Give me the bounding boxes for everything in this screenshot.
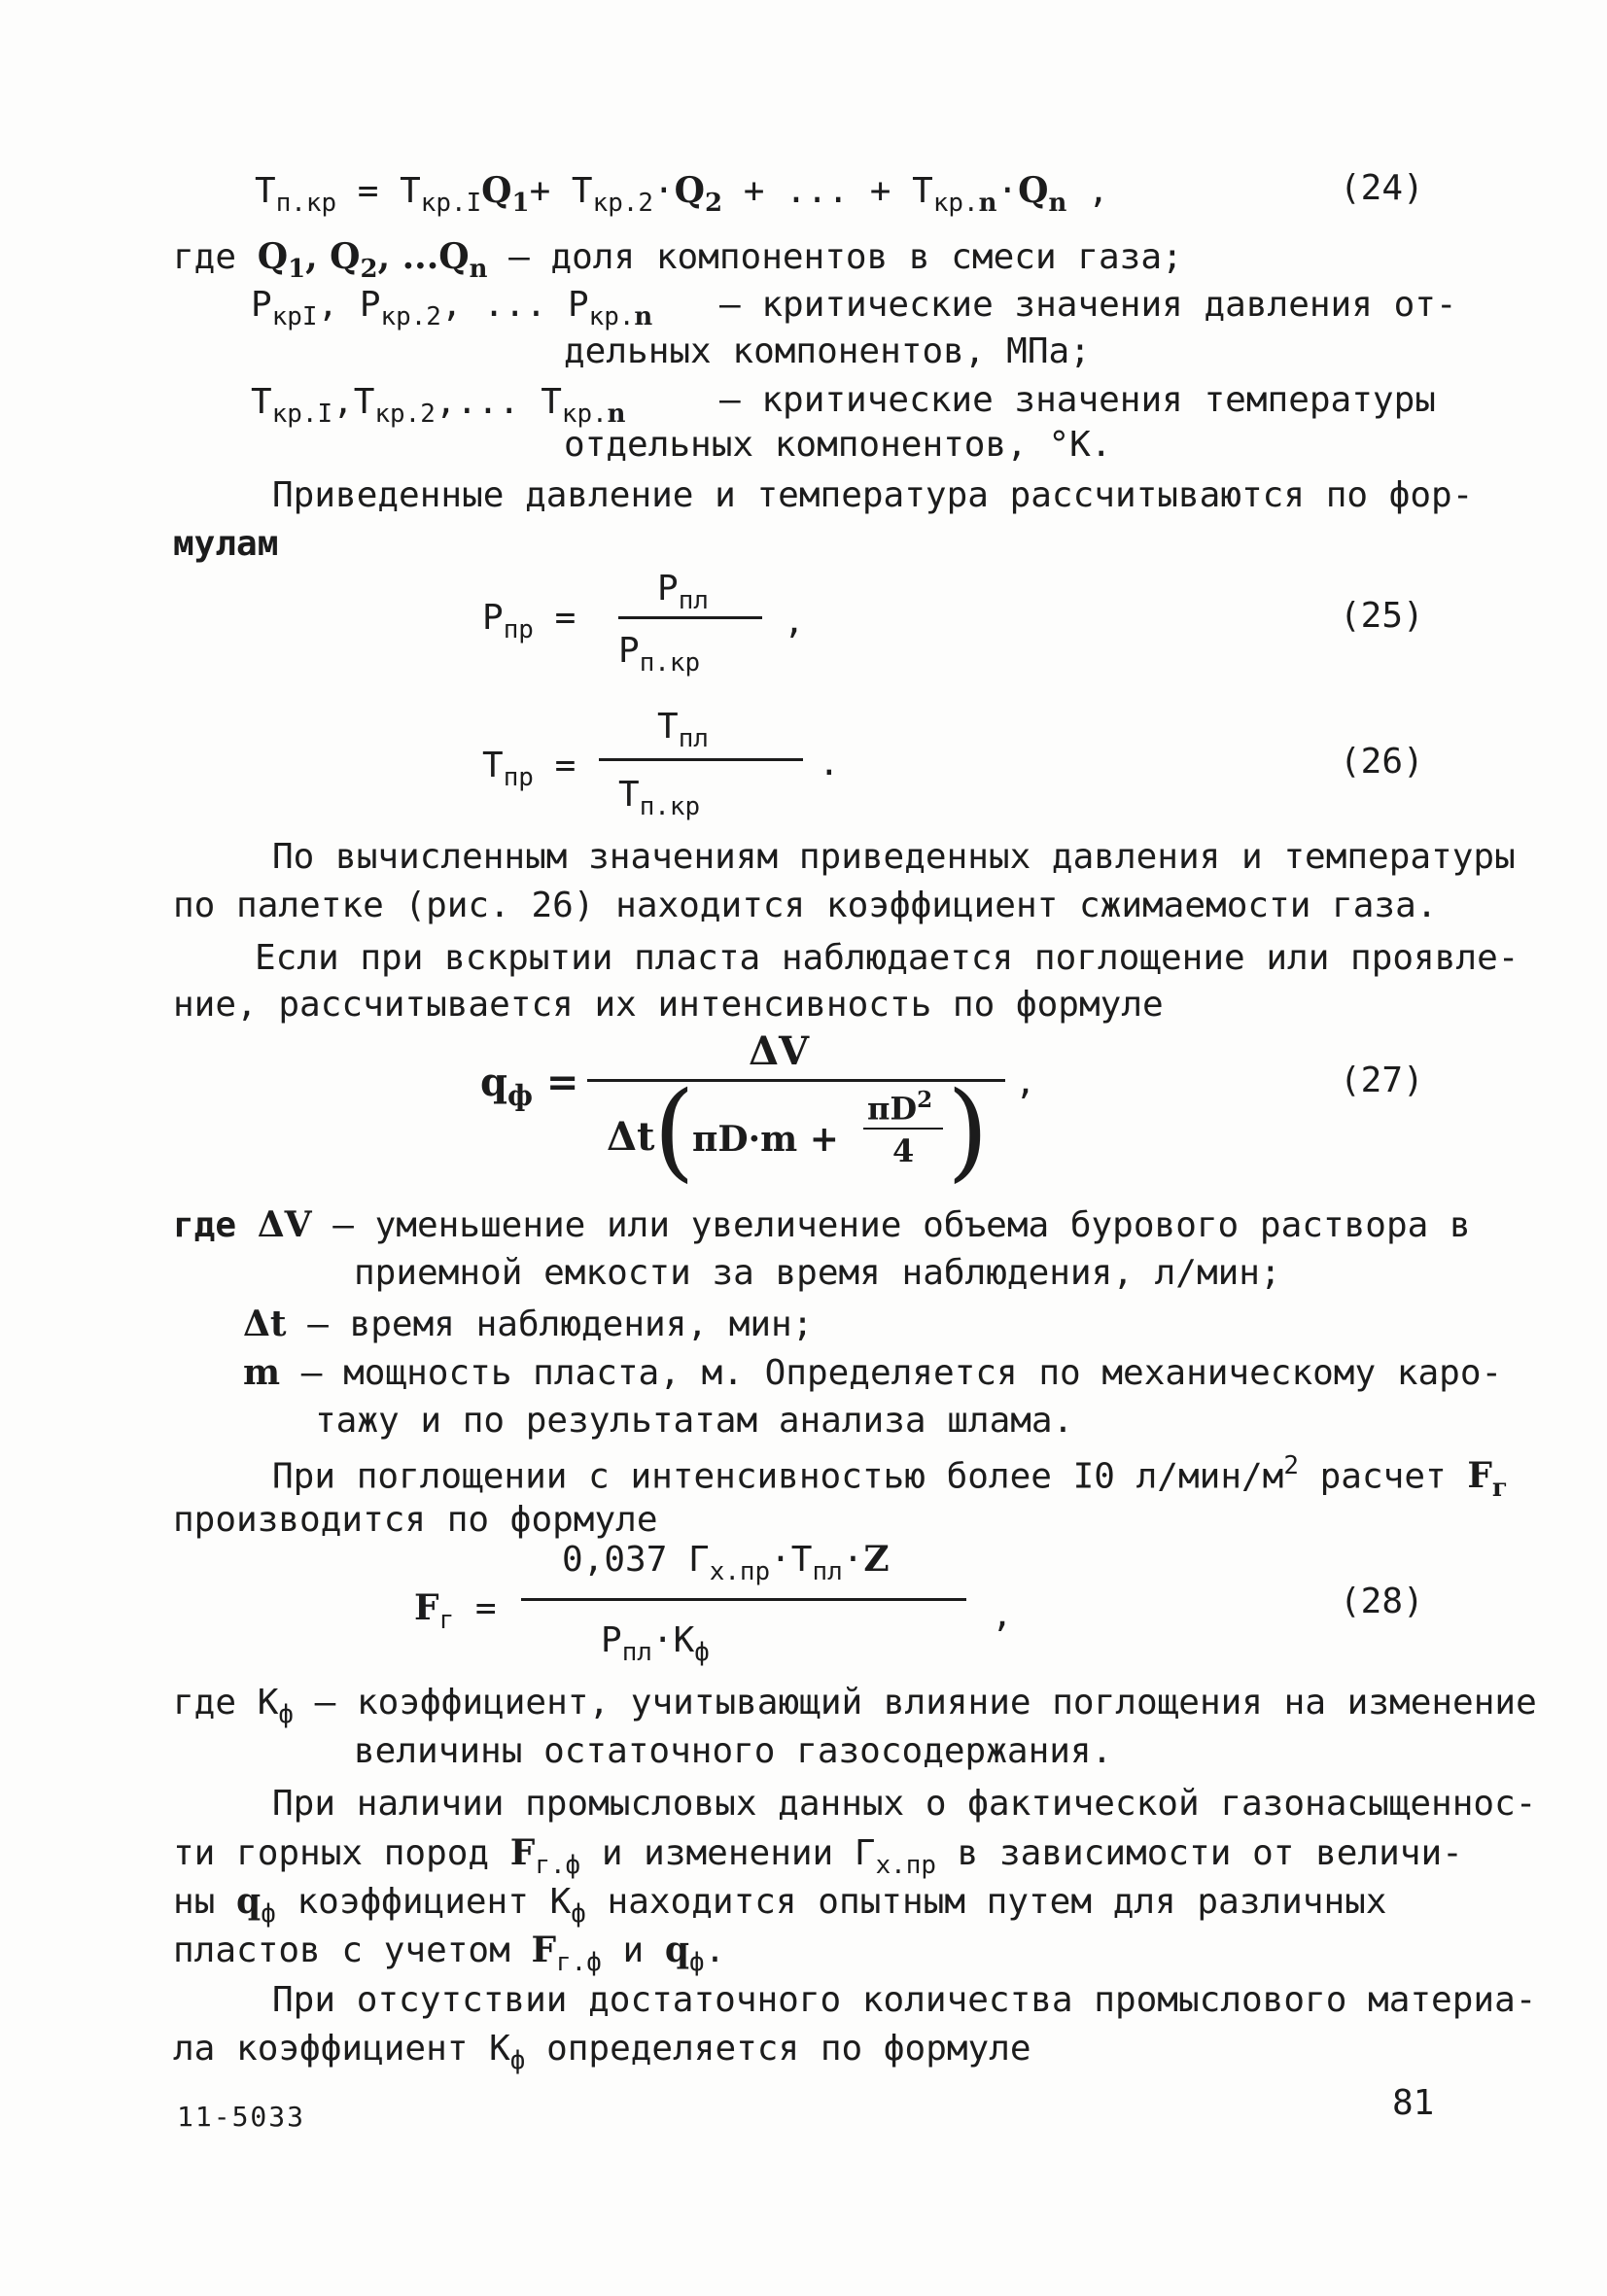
formula-25-numerator: $P_{пл}$: [657, 569, 709, 616]
formula-26-bar: [599, 758, 803, 761]
formula-27-trail: ,: [1015, 1062, 1036, 1102]
where-dt-text: – время наблюдения, мин;: [286, 1305, 814, 1344]
equation-number-25: (25): [1340, 596, 1424, 636]
where-q-line: [173, 236, 1183, 285]
where-kf-text-2: величины остаточного газосодержания.: [354, 1731, 1113, 1771]
q-symbols: $Q_1$, $Q_2$, $...Q_n$: [257, 236, 488, 285]
formula-28-trail: ,: [992, 1595, 1013, 1635]
formula-27-four: 4: [892, 1132, 915, 1169]
where-t-text-1: – критические значения температуры: [719, 380, 1436, 420]
where-p-text-1: – критические значения давления от-: [719, 285, 1457, 325]
para-absence-line-2: ла коэффициент $K_ф$ определяется по формуле: [173, 2029, 1031, 2076]
para-palette-line-2: по палетке (рис. 26) находится коэффициент сжимаемости газа.: [173, 886, 1438, 925]
where-m-text-1: – мощность пласта, м. Определяется по механическому карo-: [280, 1353, 1503, 1393]
where-kf-text-1: – коэффициент, учитывающий влияние поглощения на изменение: [293, 1683, 1537, 1722]
equation-number-24: (24): [1340, 168, 1424, 208]
formula-26-lhs: $T_{пр}$ =: [482, 746, 576, 793]
formula-27-pid2: $\pi D^2$: [867, 1087, 933, 1128]
para-field-line-2: ти горных пород $F_{г.ф}$ и изменении $Г_{х.пр}$ в зависимости от величи-: [173, 1832, 1463, 1881]
para-absence-line-1: При отсутствии достаточного количества промыслового материа-: [272, 1980, 1537, 2020]
dv-symbol: ΔV: [257, 1204, 312, 1245]
where-dt-line: [243, 1306, 813, 1342]
para-field-line-1: При наличии промысловых данных о фактической газонасыщеннос-: [272, 1784, 1537, 1824]
para-absorption-line-2: производится по формуле: [173, 1500, 658, 1540]
formula-26-denominator: $T_{п.кр}$: [618, 775, 701, 822]
formula-27-numerator: ΔV: [749, 1028, 810, 1074]
where-dv-text-2: приемной емкости за время наблюдения, л/мин;: [354, 1253, 1281, 1293]
formula-27-inner-bar: [863, 1128, 943, 1130]
where-dv-lead: где: [173, 1205, 258, 1245]
formula-25-trail: ,: [784, 602, 805, 642]
formula-27-left-paren: (: [653, 1068, 695, 1193]
formula-27-delta-t: Δt: [607, 1114, 655, 1160]
where-kf-line-1: где $K_ф$ – коэффициент, учитывающий влияние поглощения на изменение: [173, 1683, 1537, 1730]
where-dv-line-1: [173, 1204, 1471, 1245]
formula-25-bar: [618, 616, 762, 619]
formula-24: $T_{п.кр} = T_{кр.I}Q_1+ T_{кр.2}\cdot Q_2$ + ... + $T_{кр.n}\cdot Q_n$ ,: [255, 170, 1109, 219]
where-t-text-2: отдельных компонентов, °К.: [564, 425, 1112, 465]
formula-28-lhs: $F_г$ =: [414, 1587, 497, 1636]
equation-number-26: (26): [1340, 742, 1424, 782]
where-p-text-2: дельных компонентов, МПа;: [564, 331, 1091, 371]
formula-27-bar: [587, 1079, 1005, 1082]
formula-25-lhs: $P_{пр}$ =: [482, 598, 576, 645]
para-intensity-line-1: Если при вскрытии пласта наблюдается поглощение или проявле-: [255, 938, 1520, 978]
where-dv-text-1: – уменьшение или увеличение объема бурового раствора в: [311, 1205, 1471, 1245]
formula-27-lhs: $q_ф$ =: [480, 1060, 579, 1113]
footer-code: 11-5033: [177, 2101, 306, 2133]
formula-25-denominator: $P_{п.кр}$: [618, 631, 701, 678]
where-lead: где: [173, 237, 258, 277]
equation-number-27: (27): [1340, 1061, 1424, 1100]
formula-28-bar: [521, 1598, 966, 1601]
para-field-line-3: ны $q_ф$ коэффициент $K_ф$ находится опытным путем для различных: [173, 1881, 1387, 1930]
formula-28-numerator: 0,037 $Г_{х.пр}\cdot T_{пл}\cdot Z$: [562, 1539, 890, 1587]
formula-26-trail: .: [819, 744, 840, 783]
where-t-symbols: $T_{кр.I},T_{кр.2}$,... $T_{кр.n}$: [251, 382, 626, 430]
para-reduced-line-1: Приведенные давление и температура рассчитываются по фор-: [272, 475, 1474, 515]
para-reduced-line-2: мулам: [173, 524, 279, 564]
formula-27-right-paren: ): [947, 1068, 989, 1193]
formula-26-numerator: $T_{пл}$: [657, 707, 709, 754]
equation-number-28: (28): [1340, 1582, 1424, 1621]
formula-28-denominator: $P_{пл}\cdot K_ф$: [601, 1620, 710, 1668]
para-absorption-line-1: При поглощении с интенсивностью более I0 $л/мин/м^2$ расчет $F_г$: [272, 1451, 1508, 1504]
where-m-text-2: тажу и по результатам анализа шлама.: [315, 1401, 1074, 1441]
para-intensity-line-2: ние, рассчитывается их интенсивность по формуле: [173, 985, 1164, 1025]
page-number: 81: [1392, 2083, 1435, 2123]
formula-27-pid-m: πD·m +: [692, 1119, 839, 1160]
where-p-symbols: $P_{крI}$, $P_{кр.2}$, ... $P_{кр.n}$: [251, 285, 653, 332]
dt-symbol: Δt: [243, 1304, 287, 1344]
m-symbol: m: [243, 1352, 281, 1393]
where-q-text: – доля компонентов в смеси газа;: [487, 237, 1183, 277]
para-field-line-4: пластов с учетом $F_{г.ф}$ и $q_ф$.: [173, 1930, 726, 1978]
where-m-line-1: [243, 1352, 1503, 1393]
para-palette-line-1: По вычисленным значениям приведенных давления и температуры: [272, 837, 1516, 877]
